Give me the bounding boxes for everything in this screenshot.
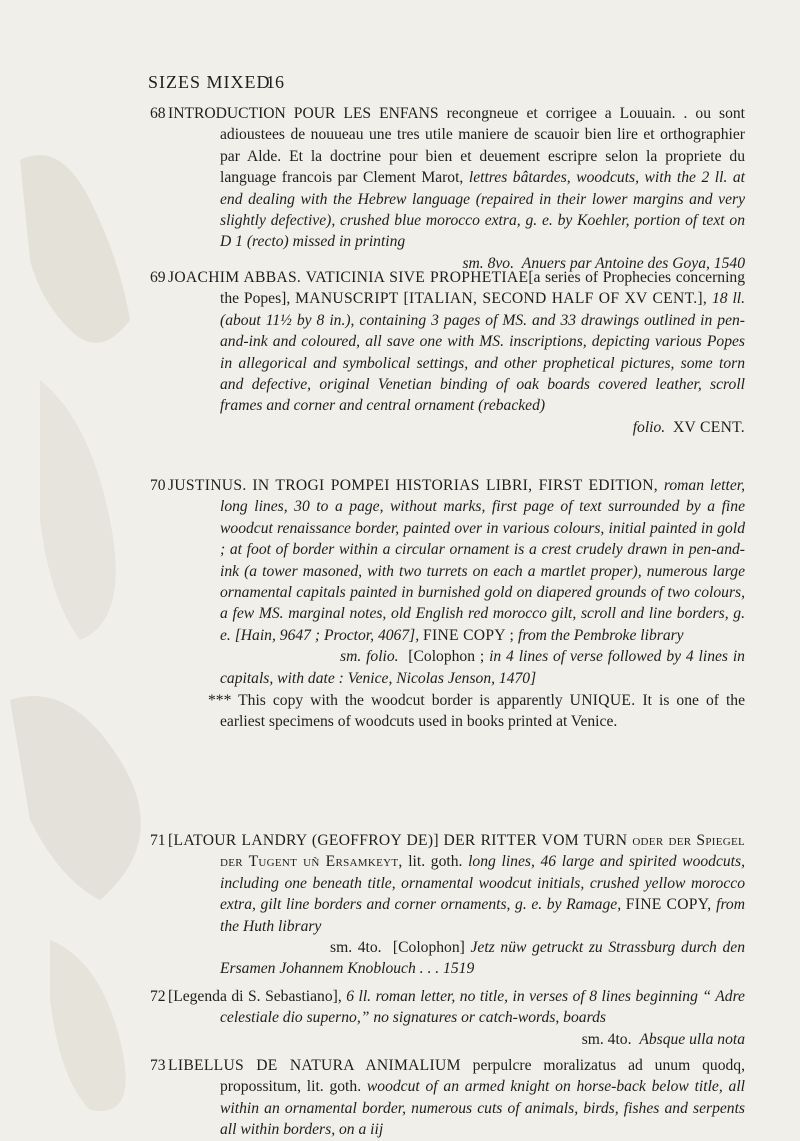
catalogue-entry-71: 71 [LATOUR LANDRY (GEOFFROY DE)] DER RITTER VOM TURN oder der Spiegel der Tugent uñ Ersamkeyt, lit. goth. long lines, 46 large and spirited woodcuts, including one beneath title, ornamental woodcut initials, crushed yellow morocco extra, gilt line borders and corner ornaments, g. e. by Ramage, FINE COPY, from the Huth library sm. 4to. [Colophon] Jetz nüw getruckt zu Strassburg durch den Ersamen Johannem Knoblouch . . . 1519 [150, 832, 745, 978]
page-number: 16 [266, 72, 284, 92]
page-header [148, 72, 284, 93]
catalogue-entry-68: 68 INTRODUCTION POUR LES ENFANS recongneue et corrigee a Louuain. . ou sont adioustees de nouueau une tres utile maniere de scauoir bien lire et orthographier par Alde. Et la doctrine pour bien et deuement escripre selon la propriete du language francois par Clement Marot, lettres bâtardes, woodcuts, with the 2 ll. at end dealing with the Hebrew language (repaired in their lower margins and very slightly defective), crushed blue morocco extra, g. e. by Koehler, portion of text on D 1 (recto) missed in printing sm. 8vo. Anuers par Antoine des Goya, 1540 [150, 105, 745, 272]
catalogue-entry-69: 69 JOACHIM ABBAS. VATICINIA SIVE PROPHETIAE[a series of Prophecies concerning the Popes], MANUSCRIPT [ITALIAN, SECOND HALF OF XV CENT.], 18 ll. (about 11½ by 8 in.), containing 3 pages of MS. and 33 drawings outlined in pen-and-ink and coloured, all save one with MS. inscriptions, depicting various Popes in allegorical and symbolical settings, and other prophetical pictures, some torn and defective, original Venetian binding of oak boards covered leather, scroll frames and corner and central ornament (rebacked) folio. XV CENT. [150, 269, 746, 436]
lot-number: 73 [150, 1057, 166, 1074]
catalogue-entry-73: 73 LIBELLUS DE NATURA ANIMALIUM perpulcre moralizatus ad unum quodq, propossitum, lit. goth. woodcut of an armed knight on horse-back below title, all within an ornamental border, numerous cuts of animals, birds, fishes and serpents all within borders, on a iij [150, 1057, 745, 1139]
lot-number: 69 [150, 269, 166, 286]
lot-number: 72 [150, 988, 166, 1005]
catalogue-entry-72: 72 [Legenda di S. Sebastiano], 6 ll. roman letter, no title, in verses of 8 lines beginning “ Adre celestiale dio superno,” no signatures or catch-words, boards sm. 4to. Absque ulla nota [150, 988, 745, 1048]
catalogue-entry-70: 70 JUSTINUS. IN TROGI POMPEI HISTORIAS LIBRI, FIRST EDITION, roman letter, long lines, 30 to a page, without marks, first page of text surrounded by a fine woodcut renaissance border, painted over in various colours, initial painted in gold ; at foot of border within a circular ornament is a crest crudely drawn in pen-and-ink (a tower masoned, with two turrets on each a martlet proper), numerous large ornamental capitals painted in burnished gold on diapered grounds of two colours, a few MS. marginal notes, old English red morocco gilt, scroll and line borders, g. e. [Hain, 9647 ; Proctor, 4067], FINE COPY ; from the Pembroke library sm. folio. [Colophon ; in 4 lines of verse followed by 4 lines in capitals, with date : Venice, Nicolas Jenson, 1470] *** This copy with the woodcut border is apparently UNIQUE. It is one of the earliest specimens of woodcuts used in books printed at Venice. [150, 477, 745, 731]
lot-number: 68 [150, 105, 166, 122]
lot-number: 71 [150, 832, 166, 849]
lot-number: 70 [150, 477, 166, 494]
section-title: SIZES MIXED [148, 72, 271, 92]
